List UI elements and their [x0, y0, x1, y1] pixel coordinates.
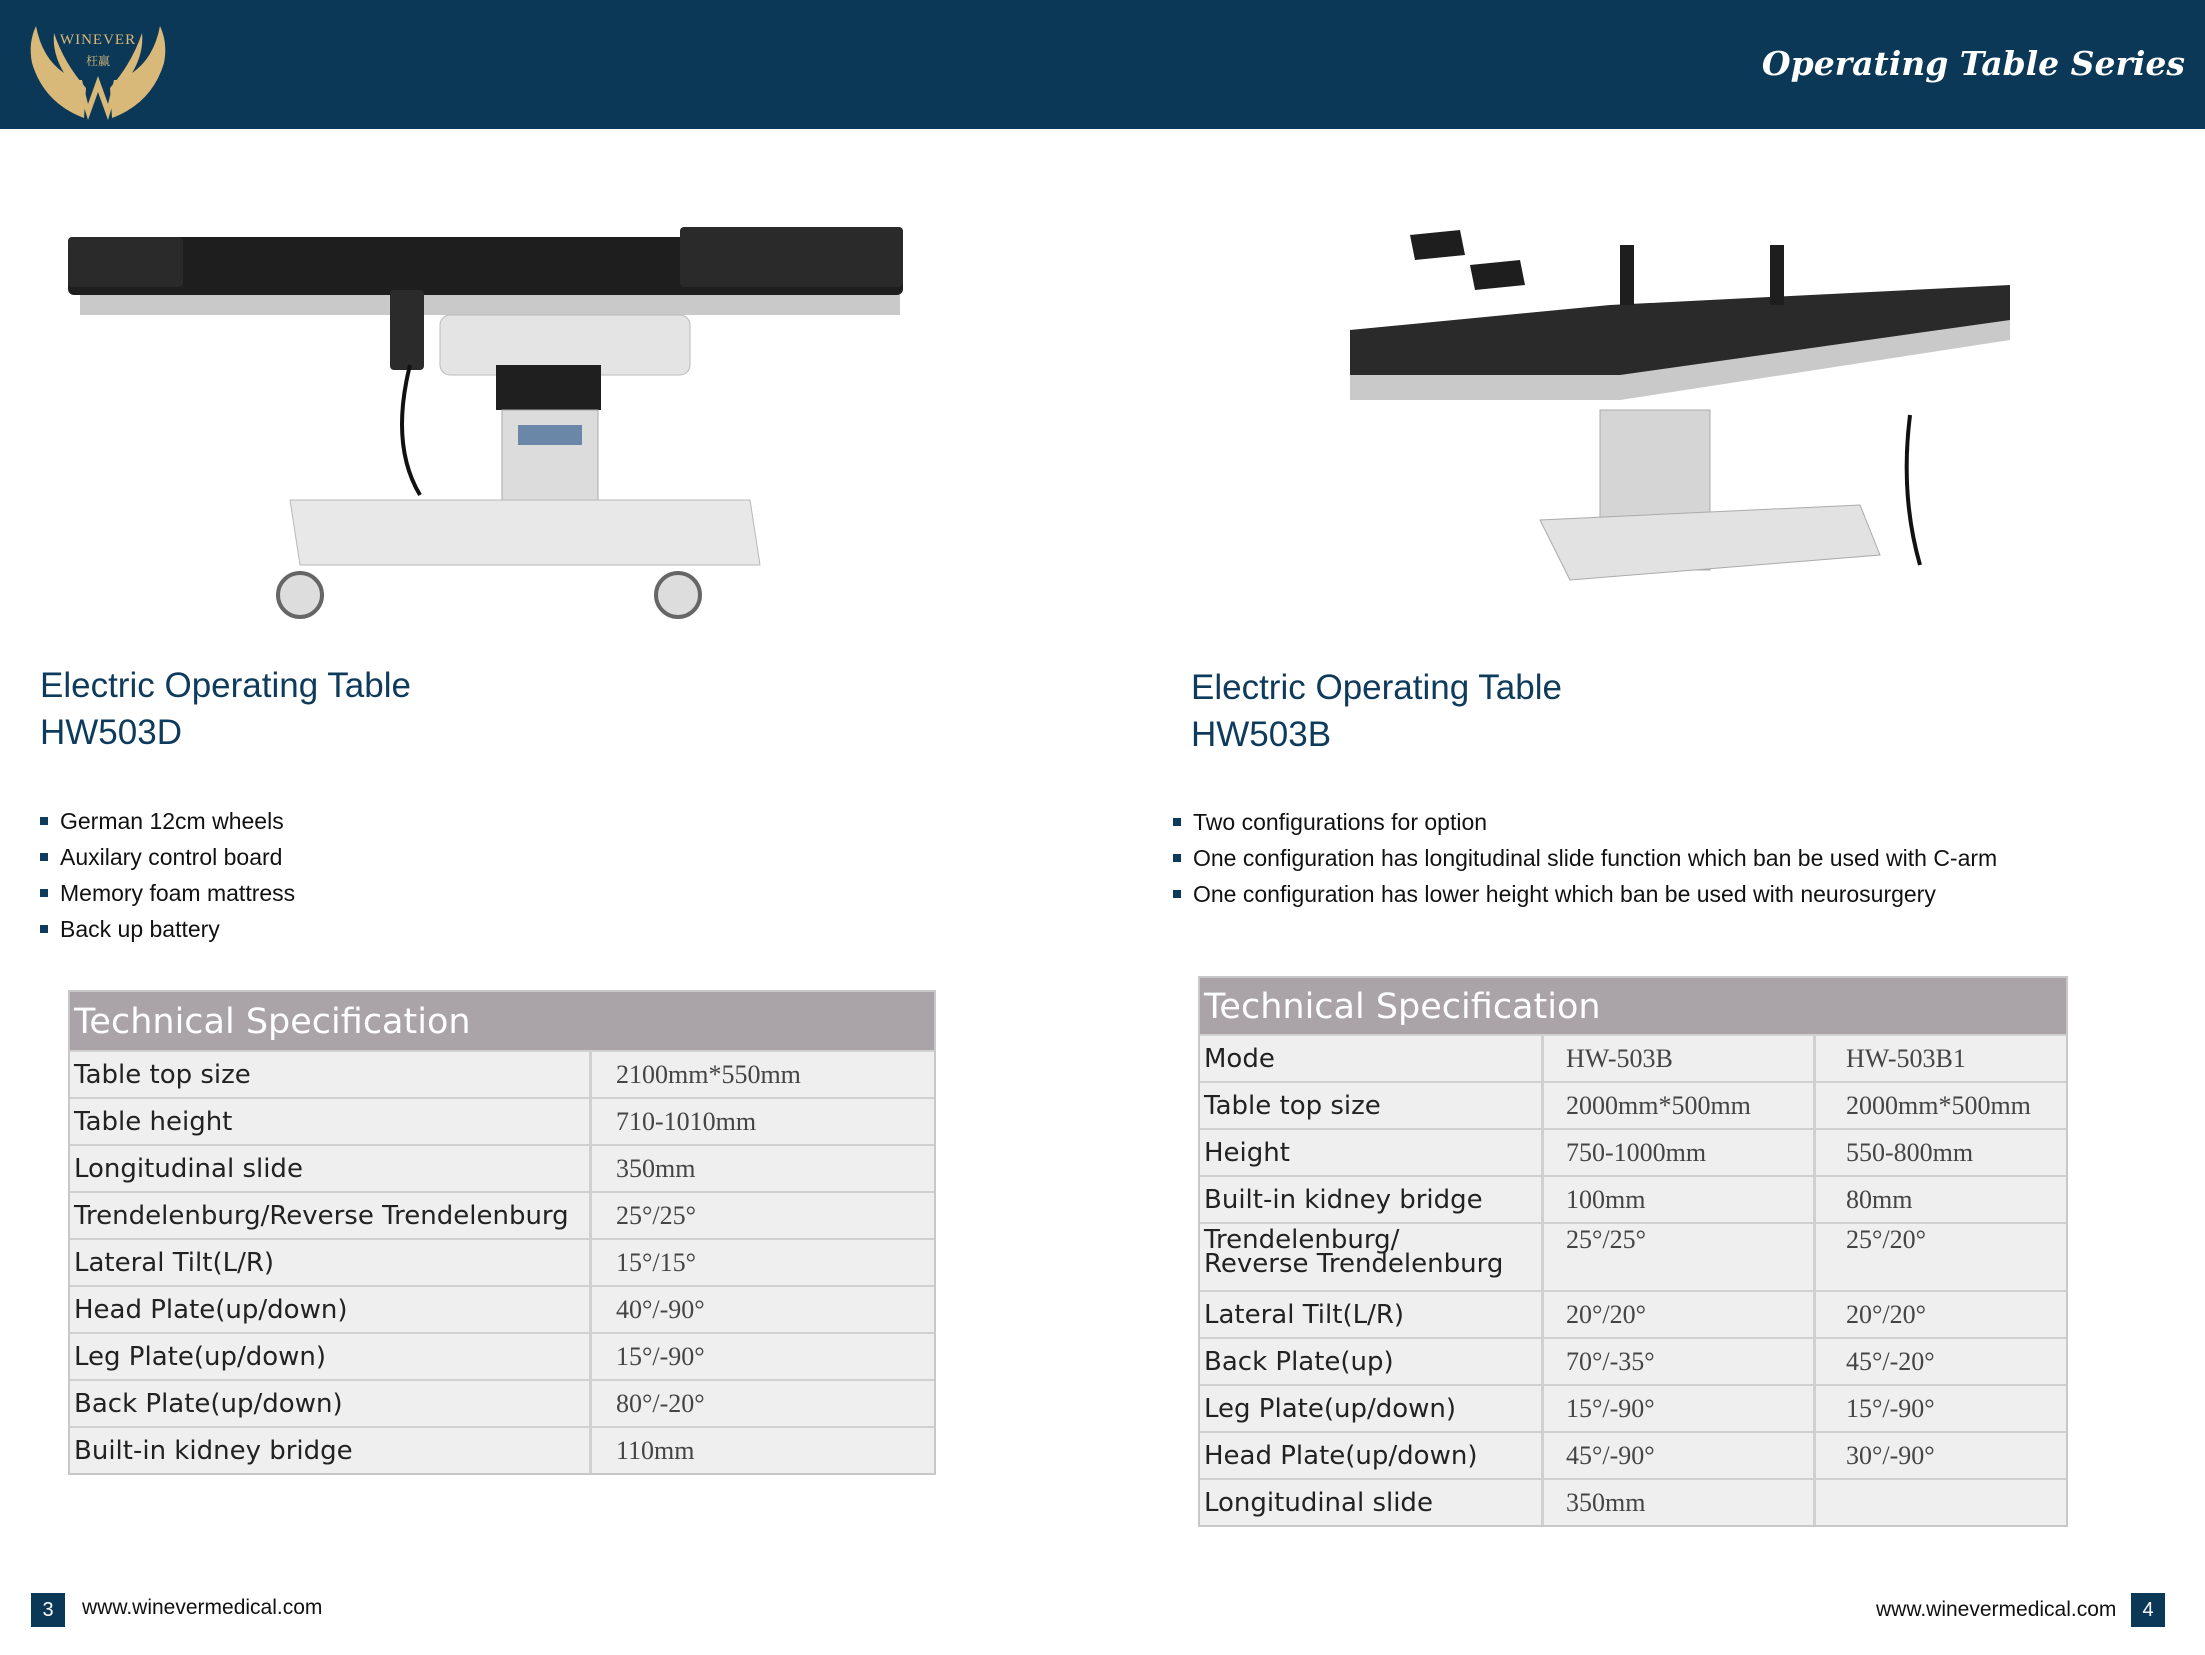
spec-label: Table top size — [1200, 1083, 1544, 1128]
spec-value-503b1 — [1816, 1480, 2066, 1525]
spec-label — [1200, 1224, 1544, 1290]
feature-item: One configuration has lower height which ban be used with neurosurgery — [1173, 876, 1997, 912]
table-row — [70, 1050, 934, 1097]
logo-brand-cn: 枉赢 — [85, 54, 110, 68]
spec-label: Table top size — [70, 1052, 592, 1097]
website-link-right[interactable]: www.winevermedical.com — [1876, 1598, 2117, 1621]
table-row — [70, 1379, 934, 1426]
feature-item: Back up battery — [40, 911, 295, 947]
left-product-name: Electric Operating Table — [40, 666, 411, 705]
page-number-left: 3 — [31, 1593, 65, 1627]
hw503b-table-image — [1340, 215, 2020, 635]
table-row — [1200, 1081, 2066, 1128]
spec-value-503b: HW-503B — [1544, 1036, 1816, 1081]
spec-value-503b: 750-1000mm — [1544, 1130, 1816, 1175]
spec-label: Longitudinal slide — [70, 1146, 592, 1191]
spec-value-503b: 25°/25° — [1544, 1224, 1816, 1290]
spec-label: Longitudinal slide — [1200, 1480, 1544, 1525]
table-row — [1200, 1478, 2066, 1525]
feature-item: Two configurations for option — [1173, 804, 1997, 840]
right-product-model: HW503B — [1191, 715, 1332, 754]
spec-value-503b1: 80mm — [1816, 1177, 2066, 1222]
table-row — [70, 1097, 934, 1144]
spec-value: 25°/25° — [592, 1193, 934, 1238]
right-product-name: Electric Operating Table — [1191, 668, 1562, 707]
spec-label: Back Plate(up) — [1200, 1339, 1544, 1384]
page-header — [0, 0, 2205, 129]
spec-value-503b: 350mm — [1544, 1480, 1816, 1525]
spec-value: 15°/15° — [592, 1240, 934, 1285]
spec-label: Leg Plate(up/down) — [70, 1334, 592, 1379]
right-spec-table — [1198, 976, 2068, 1527]
feature-item: German 12cm wheels — [40, 803, 295, 839]
spec-label: Head Plate(up/down) — [1200, 1433, 1544, 1478]
spec-label-line: Reverse Trendelenburg — [1204, 1249, 1504, 1279]
table-row — [1200, 1431, 2066, 1478]
left-spec-table — [68, 990, 936, 1475]
spec-value-503b1: 25°/20° — [1816, 1224, 2066, 1290]
table-row — [70, 1238, 934, 1285]
table-row — [70, 1191, 934, 1238]
table-row — [1200, 1222, 2066, 1290]
right-feature-list — [1173, 804, 1997, 912]
spec-table-title: Technical Specification — [70, 992, 934, 1050]
feature-item: Auxilary control board — [40, 839, 295, 875]
spec-label: Trendelenburg/Reverse Trendelenburg — [70, 1193, 592, 1238]
spec-label: Built-in kidney bridge — [70, 1428, 592, 1473]
spec-value: 40°/-90° — [592, 1287, 934, 1332]
table-row — [70, 1332, 934, 1379]
table-row — [1200, 1290, 2066, 1337]
spec-value-503b1: 15°/-90° — [1816, 1386, 2066, 1431]
hw503d-table-image — [60, 215, 920, 625]
spec-value-503b1: 30°/-90° — [1816, 1433, 2066, 1478]
table-row — [1200, 1034, 2066, 1081]
right-product-title — [1191, 664, 1562, 758]
spec-label: Back Plate(up/down) — [70, 1381, 592, 1426]
spec-value-503b1: 45°/-20° — [1816, 1339, 2066, 1384]
series-title: Operating Table Series — [1761, 44, 2185, 83]
table-row — [1200, 1384, 2066, 1431]
website-link-left[interactable]: www.winevermedical.com — [82, 1596, 323, 1619]
left-product-model: HW503D — [40, 713, 182, 752]
spec-label-line: Trendelenburg/ — [1204, 1225, 1400, 1255]
spec-value-503b1: 20°/20° — [1816, 1292, 2066, 1337]
spec-label: Table height — [70, 1099, 592, 1144]
table-row — [1200, 1337, 2066, 1384]
spec-label: Lateral Tilt(L/R) — [1200, 1292, 1544, 1337]
left-product-title — [40, 662, 411, 756]
table-row — [1200, 1128, 2066, 1175]
page-number-right: 4 — [2131, 1593, 2165, 1627]
left-feature-list — [40, 803, 295, 947]
spec-label: Lateral Tilt(L/R) — [70, 1240, 592, 1285]
spec-label: Built-in kidney bridge — [1200, 1177, 1544, 1222]
spec-value-503b1: 2000mm*500mm — [1816, 1083, 2066, 1128]
spec-value-503b: 70°/-35° — [1544, 1339, 1816, 1384]
spec-label: Height — [1200, 1130, 1544, 1175]
spec-value-503b: 15°/-90° — [1544, 1386, 1816, 1431]
spec-label: Leg Plate(up/down) — [1200, 1386, 1544, 1431]
spec-label: Head Plate(up/down) — [70, 1287, 592, 1332]
spec-value: 350mm — [592, 1146, 934, 1191]
table-row — [70, 1144, 934, 1191]
spec-value: 15°/-90° — [592, 1334, 934, 1379]
spec-value-503b1: 550-800mm — [1816, 1130, 2066, 1175]
feature-item: One configuration has longitudinal slide function which ban be used with C-arm — [1173, 840, 1997, 876]
spec-value-503b: 2000mm*500mm — [1544, 1083, 1816, 1128]
logo-brand: WINEVER — [59, 32, 137, 48]
table-row — [70, 1426, 934, 1473]
spec-value-503b: 20°/20° — [1544, 1292, 1816, 1337]
spec-value-503b1: HW-503B1 — [1816, 1036, 2066, 1081]
spec-value: 710-1010mm — [592, 1099, 934, 1144]
table-row — [70, 1285, 934, 1332]
winever-logo — [24, 8, 172, 124]
spec-value: 110mm — [592, 1428, 934, 1473]
spec-value-503b: 100mm — [1544, 1177, 1816, 1222]
spec-value: 2100mm*550mm — [592, 1052, 934, 1097]
spec-label: Mode — [1200, 1036, 1544, 1081]
table-row — [1200, 1175, 2066, 1222]
spec-table-title: Technical Specification — [1200, 978, 2066, 1034]
feature-item: Memory foam mattress — [40, 875, 295, 911]
spec-value: 80°/-20° — [592, 1381, 934, 1426]
spec-value-503b: 45°/-90° — [1544, 1433, 1816, 1478]
